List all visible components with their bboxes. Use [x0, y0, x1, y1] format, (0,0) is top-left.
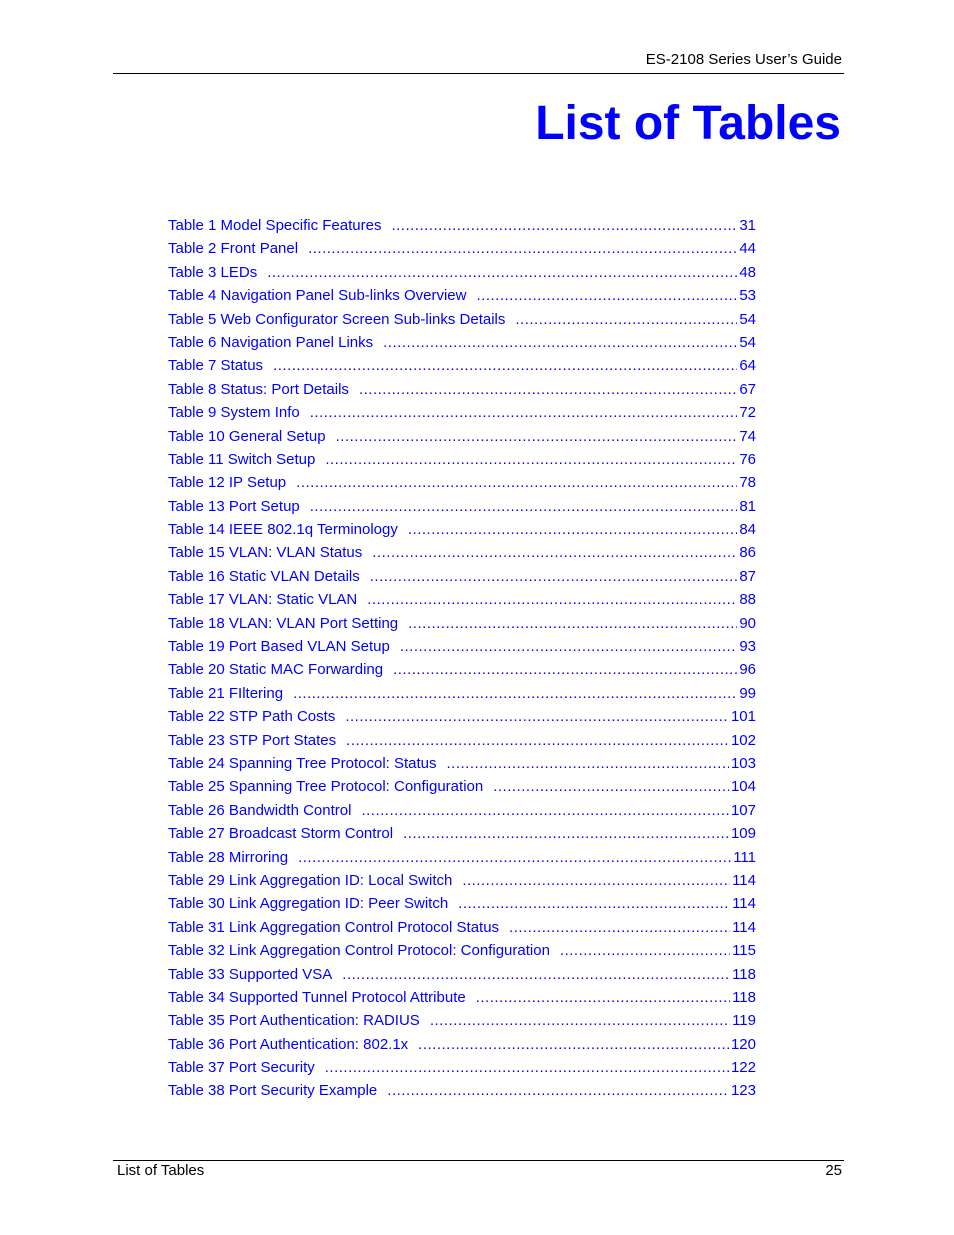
footer-section: List of Tables: [117, 1162, 205, 1179]
toc-entry[interactable]: [168, 919, 756, 942]
toc-entry[interactable]: [168, 942, 756, 965]
toc-leader-dots: [342, 966, 730, 983]
toc-entry[interactable]: [168, 568, 756, 591]
toc-leader-dots: [430, 1012, 730, 1029]
toc-entry[interactable]: [168, 334, 756, 357]
toc-entry[interactable]: [168, 895, 756, 918]
toc-entry-page[interactable]: 123: [730, 1082, 756, 1100]
toc-leader-dots: [310, 498, 738, 515]
toc-entry-label[interactable]: Table 19 Port Based VLAN Setup: [168, 638, 390, 656]
toc-leader-dots: [383, 334, 737, 351]
toc-entry-label[interactable]: Table 35 Port Authentication: RADIUS: [168, 1012, 420, 1030]
toc-entry-page[interactable]: 120: [730, 1035, 756, 1053]
toc-entry-label[interactable]: Table 32 Link Aggregation Control Protocol: Configuration: [168, 942, 550, 960]
toc-entry[interactable]: [168, 778, 756, 801]
page-title: List of Tables: [535, 97, 841, 150]
toc-entry-label[interactable]: Table 10 General Setup: [168, 427, 326, 445]
toc-leader-dots: [346, 732, 729, 749]
toc-leader-dots: [372, 544, 737, 561]
toc-entry-page[interactable]: 53: [739, 287, 756, 305]
toc-entry[interactable]: [168, 240, 756, 263]
toc-leader-dots: [325, 451, 737, 468]
toc-entry[interactable]: [168, 966, 756, 989]
toc-entry-page[interactable]: 118: [732, 965, 756, 983]
toc-entry-page[interactable]: 109: [730, 825, 756, 843]
toc-entry[interactable]: [168, 287, 756, 310]
toc-entry-page[interactable]: 72: [739, 404, 756, 422]
toc-entry-label[interactable]: Table 12 IP Setup: [168, 474, 287, 492]
toc-leader-dots: [560, 942, 730, 959]
toc-entry-page[interactable]: 90: [739, 614, 756, 632]
toc-entry[interactable]: [168, 264, 756, 287]
toc-leader-dots: [476, 989, 730, 1006]
toc-entry-page[interactable]: 96: [739, 661, 756, 679]
toc-entry[interactable]: [168, 1059, 756, 1082]
toc-entry-label[interactable]: Table 38 Port Security Example: [168, 1082, 378, 1100]
toc-entry-label[interactable]: Table 22 STP Path Costs: [168, 708, 336, 726]
toc-entry-label[interactable]: Table 5 Web Configurator Screen Sub-links Details: [168, 310, 506, 328]
toc-entry-label[interactable]: Table 37 Port Security: [168, 1059, 315, 1077]
toc-leader-dots: [310, 404, 738, 421]
toc-entry[interactable]: [168, 544, 756, 567]
toc-entry[interactable]: [168, 708, 756, 731]
toc-entry-page[interactable]: 81: [739, 497, 756, 515]
toc-entry[interactable]: [168, 1082, 756, 1105]
toc-entry-label[interactable]: Table 17 VLAN: Static VLAN: [168, 591, 358, 609]
toc-entry-page[interactable]: 102: [730, 731, 756, 749]
toc-entry[interactable]: [168, 802, 756, 825]
toc-leader-dots: [298, 849, 731, 866]
toc-entry-page[interactable]: 84: [739, 521, 756, 539]
toc-entry[interactable]: [168, 357, 756, 380]
table-of-contents: [168, 217, 756, 1106]
toc-leader-dots: [408, 615, 737, 632]
toc-entry-page[interactable]: 54: [739, 310, 756, 328]
header-rule: [113, 73, 844, 74]
toc-leader-dots: [493, 778, 729, 795]
toc-entry[interactable]: [168, 872, 756, 895]
toc-leader-dots: [296, 474, 737, 491]
toc-leader-dots: [400, 638, 738, 655]
toc-entry-page[interactable]: 31: [739, 217, 756, 234]
toc-entry-label[interactable]: Table 3 LEDs: [168, 263, 258, 281]
toc-entry-page[interactable]: 114: [732, 918, 756, 936]
toc-entry-label[interactable]: Table 30 Link Aggregation ID: Peer Switch: [168, 895, 449, 913]
toc-entry-page[interactable]: 88: [739, 591, 756, 609]
toc-entry-page[interactable]: 78: [739, 474, 756, 492]
toc-entry-label[interactable]: Table 34 Supported Tunnel Protocol Attribute: [168, 988, 466, 1006]
toc-entry-page[interactable]: 87: [739, 567, 756, 585]
toc-entry-page[interactable]: 67: [739, 380, 756, 398]
toc-entry[interactable]: [168, 428, 756, 451]
toc-leader-dots: [393, 661, 737, 678]
toc-entry[interactable]: [168, 217, 756, 240]
toc-leader-dots: [391, 217, 737, 234]
toc-entry-page[interactable]: 86: [739, 544, 756, 562]
toc-entry-label[interactable]: Table 20 Static MAC Forwarding: [168, 661, 384, 679]
toc-leader-dots: [359, 381, 737, 398]
toc-entry[interactable]: [168, 849, 756, 872]
toc-entry-page[interactable]: 99: [739, 684, 756, 702]
toc-entry-label[interactable]: Table 29 Link Aggregation ID: Local Switch: [168, 871, 453, 889]
toc-entry-label[interactable]: Table 33 Supported VSA: [168, 965, 333, 983]
toc-leader-dots: [447, 755, 729, 772]
toc-entry-label[interactable]: Table 21 FIltering: [168, 684, 284, 702]
toc-entry-page[interactable]: 64: [739, 357, 756, 375]
toc-entry[interactable]: [168, 591, 756, 614]
toc-leader-dots: [458, 895, 730, 912]
toc-entry-page[interactable]: 122: [730, 1059, 756, 1077]
toc-entry-page[interactable]: 114: [732, 871, 756, 889]
toc-entry-page[interactable]: 76: [739, 450, 756, 468]
toc-entry-label[interactable]: Table 27 Broadcast Storm Control: [168, 825, 394, 843]
toc-entry-label[interactable]: Table 13 Port Setup: [168, 497, 300, 515]
toc-entry[interactable]: [168, 381, 756, 404]
toc-leader-dots: [336, 428, 738, 445]
footer-page-number: 25: [825, 1162, 842, 1179]
toc-entry[interactable]: [168, 661, 756, 684]
toc-leader-dots: [267, 264, 737, 281]
toc-leader-dots: [418, 1036, 729, 1053]
toc-leader-dots: [273, 357, 737, 374]
toc-entry-label[interactable]: Table 25 Spanning Tree Protocol: Configuration: [168, 778, 484, 796]
toc-leader-dots: [345, 708, 729, 725]
toc-leader-dots: [308, 240, 737, 257]
toc-entry-label[interactable]: Table 6 Navigation Panel Links: [168, 333, 374, 351]
toc-entry[interactable]: [168, 521, 756, 544]
toc-entry-page[interactable]: 107: [730, 801, 756, 819]
toc-entry[interactable]: [168, 825, 756, 848]
toc-entry-page[interactable]: 104: [730, 778, 756, 796]
toc-entry-label[interactable]: Table 8 Status: Port Details: [168, 380, 349, 398]
toc-entry[interactable]: [168, 498, 756, 521]
toc-leader-dots: [293, 685, 737, 702]
toc-entry-page[interactable]: 115: [732, 942, 756, 960]
toc-entry-page[interactable]: 111: [733, 848, 756, 866]
toc-entry[interactable]: [168, 638, 756, 661]
toc-entry[interactable]: [168, 732, 756, 755]
toc-entry[interactable]: [168, 451, 756, 474]
toc-entry-label[interactable]: Table 24 Spanning Tree Protocol: Status: [168, 754, 437, 772]
toc-entry-label[interactable]: Table 1 Model Specific Features: [168, 217, 382, 234]
toc-leader-dots: [509, 919, 730, 936]
toc-leader-dots: [370, 568, 738, 585]
toc-entry-label[interactable]: Table 18 VLAN: VLAN Port Setting: [168, 614, 399, 632]
toc-leader-dots: [403, 825, 729, 842]
toc-entry-label[interactable]: Table 7 Status: [168, 357, 264, 375]
toc-leader-dots: [408, 521, 737, 538]
toc-entry-label[interactable]: Table 16 Static VLAN Details: [168, 567, 360, 585]
toc-entry[interactable]: [168, 615, 756, 638]
toc-leader-dots: [325, 1059, 729, 1076]
toc-entry-label[interactable]: Table 36 Port Authentication: 802.1x: [168, 1035, 409, 1053]
guide-title: ES-2108 Series User’s Guide: [645, 51, 842, 68]
toc-entry[interactable]: [168, 404, 756, 427]
toc-entry-label[interactable]: Table 9 System Info: [168, 404, 300, 422]
toc-entry-page[interactable]: 93: [739, 638, 756, 656]
toc-leader-dots: [367, 591, 737, 608]
toc-entry[interactable]: [168, 474, 756, 497]
footer-rule: [113, 1160, 844, 1161]
toc-entry-label[interactable]: Table 23 STP Port States: [168, 731, 337, 749]
toc-entry-label[interactable]: Table 26 Bandwidth Control: [168, 801, 352, 819]
toc-entry[interactable]: [168, 755, 756, 778]
toc-entry-page[interactable]: 48: [739, 263, 756, 281]
toc-entry[interactable]: [168, 989, 756, 1012]
toc-leader-dots: [387, 1082, 729, 1099]
toc-entry-label[interactable]: Table 11 Switch Setup: [168, 450, 316, 468]
toc-entry-page[interactable]: 74: [739, 427, 756, 445]
toc-leader-dots: [361, 802, 729, 819]
toc-entry-page[interactable]: 103: [730, 754, 756, 772]
toc-entry-page[interactable]: 114: [732, 895, 756, 913]
toc-leader-dots: [476, 287, 737, 304]
toc-entry[interactable]: [168, 685, 756, 708]
toc-entry[interactable]: [168, 1012, 756, 1035]
toc-entry-page[interactable]: 101: [730, 708, 756, 726]
toc-entry-label[interactable]: Table 2 Front Panel: [168, 240, 299, 258]
toc-leader-dots: [515, 311, 737, 328]
toc-entry-label[interactable]: Table 28 Mirroring: [168, 848, 289, 866]
toc-entry-page[interactable]: 118: [732, 988, 756, 1006]
toc-entry-label[interactable]: Table 4 Navigation Panel Sub-links Overview: [168, 287, 467, 305]
toc-entry-page[interactable]: 54: [739, 333, 756, 351]
toc-entry-page[interactable]: 44: [739, 240, 756, 258]
toc-entry[interactable]: [168, 1036, 756, 1059]
toc-entry-label[interactable]: Table 14 IEEE 802.1q Terminology: [168, 521, 398, 539]
toc-entry[interactable]: [168, 311, 756, 334]
toc-entry-label[interactable]: Table 15 VLAN: VLAN Status: [168, 544, 363, 562]
toc-leader-dots: [462, 872, 730, 889]
toc-entry-label[interactable]: Table 31 Link Aggregation Control Protocol Status: [168, 918, 500, 936]
toc-entry-page[interactable]: 119: [732, 1012, 756, 1030]
